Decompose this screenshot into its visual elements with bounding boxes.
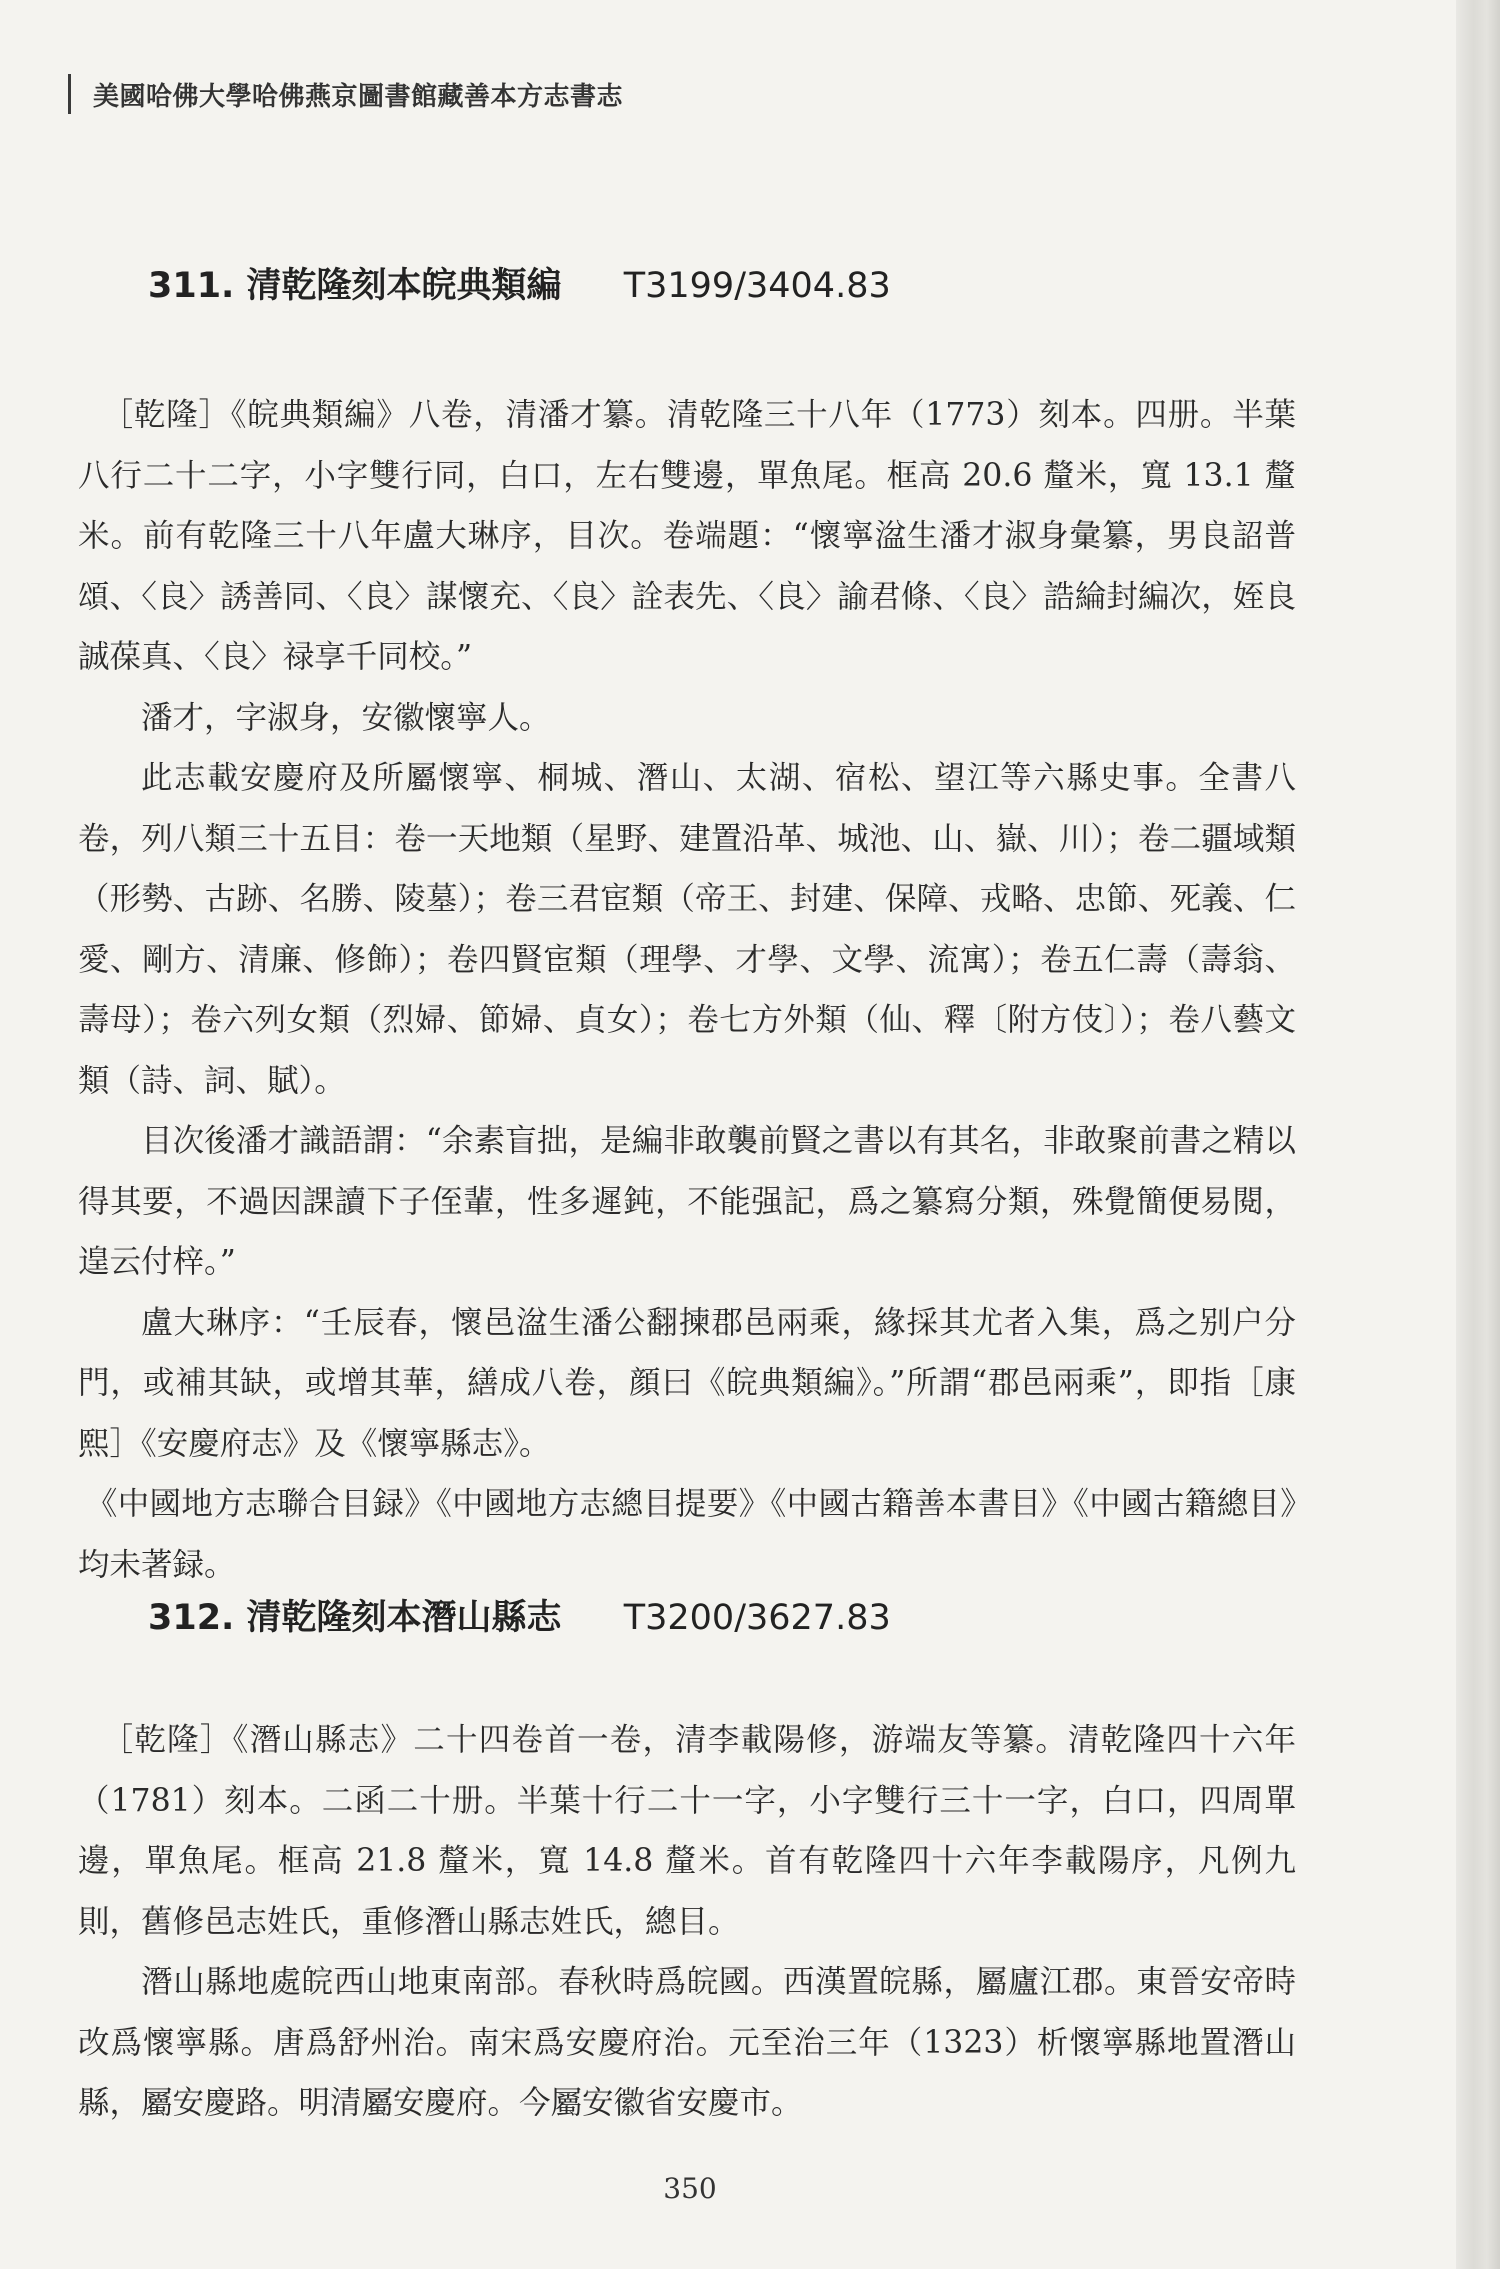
entry-title: 清乾隆刻本皖典類編 — [246, 266, 562, 306]
entry-heading — [148, 1590, 1296, 1640]
running-header — [68, 72, 623, 116]
page-number: 350 — [663, 2172, 717, 2205]
paragraph: ［乾隆］《潛山縣志》二十四卷首一卷，清李載陽修，游端友等纂。清乾隆四十六年（1781）刻本。二函二十册。半葉十行二十一字，小字雙行三十一字，白口，四周單邊，單魚尾。框高 21.8 釐米，寬 14.8 釐米。首有乾隆四十六年李載陽序，凡例九則，舊修邑志姓氏，重修潛山縣志姓氏，總目。 — [78, 1722, 1296, 1940]
page-edge — [1456, 0, 1500, 2269]
paragraph: 潛山縣地處皖西山地東南部。春秋時爲皖國。西漢置皖縣，屬廬江郡。東晉安帝時改爲懷寧縣。唐爲舒州治。南宋爲安慶府治。元至治三年（1323）析懷寧縣地置潛山縣，屬安慶路。明清屬安慶府。今屬安徽省安慶市。 — [78, 1964, 1296, 2121]
call-number: T3200/3627.83 — [623, 1598, 891, 1638]
entry-title: 清乾隆刻本潛山縣志 — [246, 1598, 562, 1638]
paragraph: 此志載安慶府及所屬懷寧、桐城、潛山、太湖、宿松、望江等六縣史事。全書八卷，列八類三十五目：卷一天地類（星野、建置沿革、城池、山、嶽、川）；卷二疆域類（形勢、古跡、名勝、陵墓）；卷三君宦類（帝王、封建、保障、戎略、忠節、死義、仁愛、剛方、清廉、修飾）；卷四賢宦類（理學、才學、文學、流寓）；卷五仁壽（壽翁、壽母）；卷六列女類（烈婦、節婦、貞女）；卷七方外類（仙、釋〔附方伎〕）；卷八藝文類（詩、詞、賦）。 — [78, 760, 1296, 1099]
entry-heading — [148, 258, 1296, 308]
paragraph: 目次後潘才識語謂：“余素盲拙，是編非敢襲前賢之書以有其名，非敢聚前書之精以得其要，不過因課讀下子侄輩，性多遲鈍，不能强記，爲之纂寫分類，殊覺簡便易閱，遑云付梓。” — [78, 1123, 1296, 1280]
catalog-entry — [78, 1590, 1296, 2134]
catalog-entry — [78, 258, 1296, 1595]
paragraph: 《中國地方志聯合目録》《中國地方志總目提要》《中國古籍善本書目》《中國古籍總目》均未著録。 — [78, 1486, 1296, 1583]
call-number: T3199/3404.83 — [623, 266, 891, 306]
entry-number: 312. — [148, 1598, 235, 1638]
running-title: 美國哈佛大學哈佛燕京圖書館藏善本方志書志 — [93, 81, 624, 112]
paragraph: 潘才，字淑身，安徽懷寧人。 — [141, 699, 551, 736]
paragraph: ［乾隆］《皖典類編》八卷，清潘才纂。清乾隆三十八年（1773）刻本。四册。半葉八行二十二字，小字雙行同，白口，左右雙邊，單魚尾。框高 20.6 釐米，寬 13.1 釐米。前有乾隆三十八年盧大琳序，目次。卷端題：“懷寧湓生潘才淑身彙纂，男良詔普頌、〈良〉誘善同、〈良〉謀懷充、〈良〉詮表先、〈良〉諭君條、〈良〉誥綸封編次，姪良誠葆真、〈良〉禄享千同校。” — [78, 397, 1296, 675]
header-rule — [68, 74, 71, 114]
paragraph: 盧大琳序：“壬辰春，懷邑湓生潘公翻揀郡邑兩乘，緣採其尤者入集，爲之别户分門，或補其缺，或增其華，繕成八卷，顔曰《皖典類編》。”所謂“郡邑兩乘”，即指［康熙］《安慶府志》及《懷寧縣志》。 — [78, 1304, 1296, 1462]
entry-number: 311. — [148, 266, 235, 306]
